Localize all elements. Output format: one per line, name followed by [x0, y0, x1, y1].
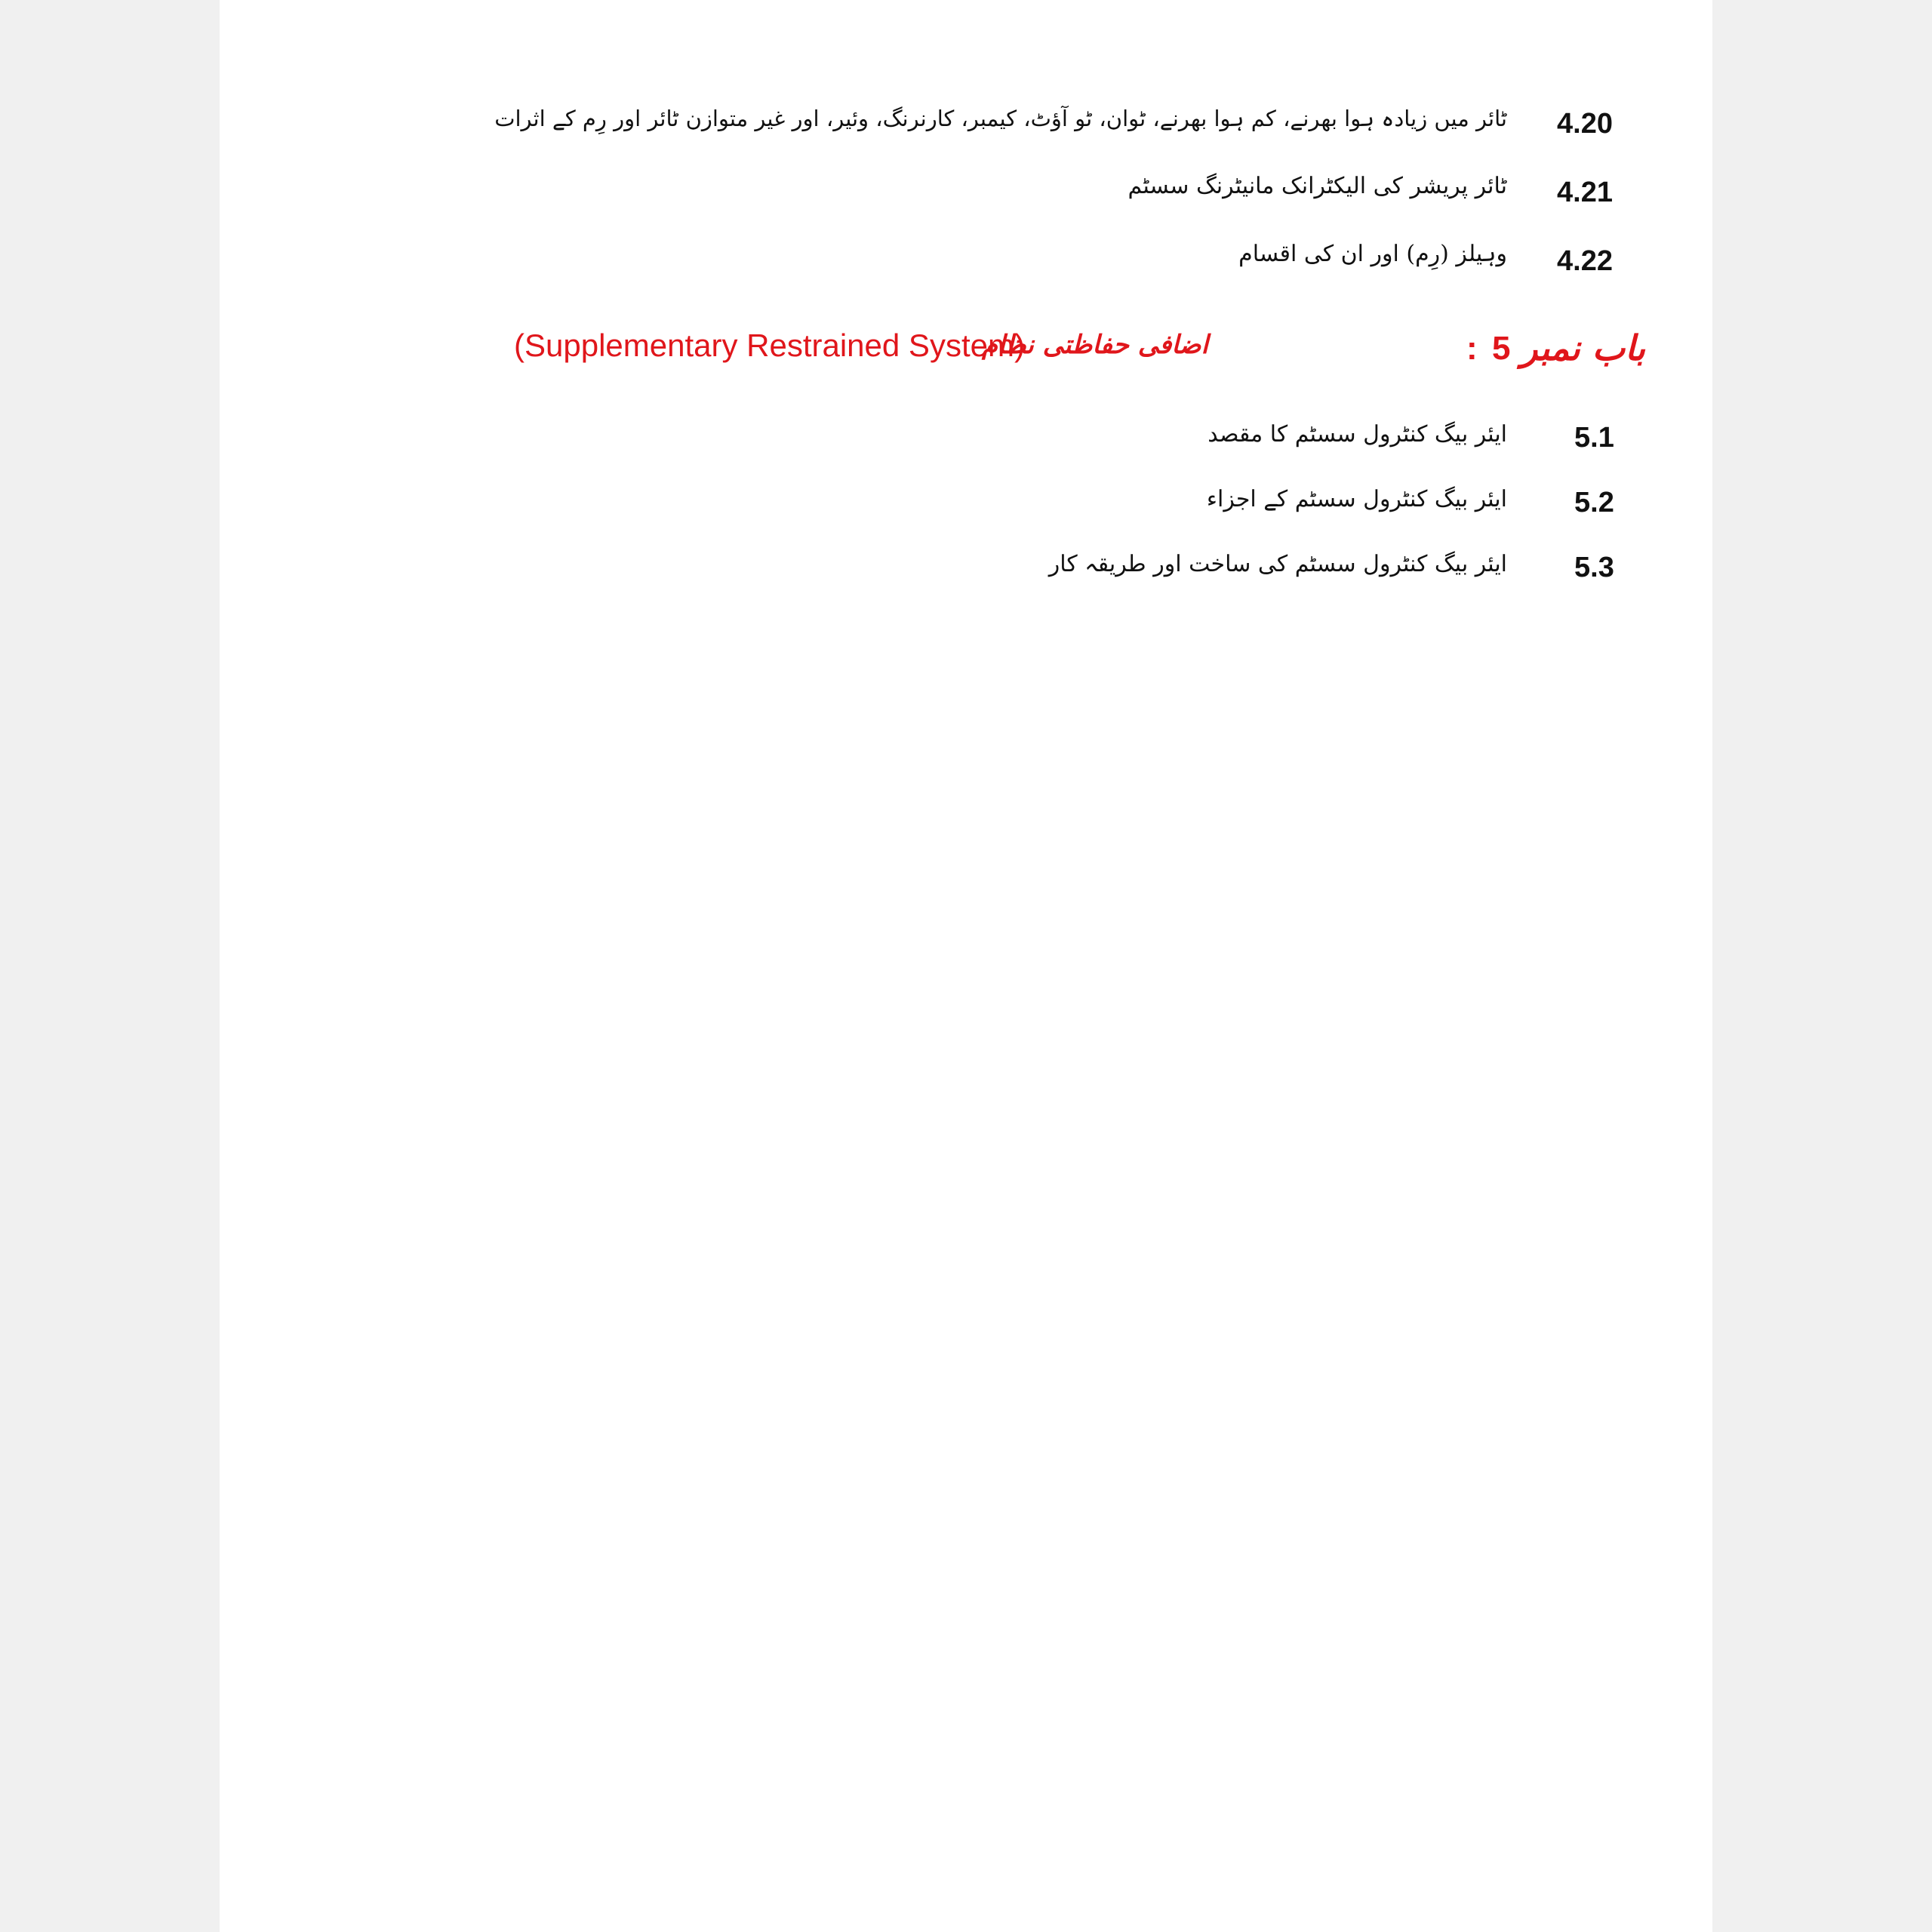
toc-item-number: 4.21: [1557, 177, 1613, 208]
toc-item-text: ایئر بیگ کنٹرول سسٹم کے اجزاء: [1206, 486, 1507, 512]
toc-item-number: 5.3: [1574, 552, 1614, 583]
toc-item-number: 5.2: [1574, 487, 1614, 518]
toc-item-number: 4.20: [1557, 108, 1613, 140]
toc-item-text: ایئر بیگ کنٹرول سسٹم کا مقصد: [1208, 421, 1507, 448]
document-page: [220, 0, 1712, 1932]
chapter-label: باب نمبر: [1521, 328, 1645, 368]
toc-item-text: ٹائر میں زیادہ ہوا بھرنے، کم ہوا بھرنے، ٹوان، ٹو آؤٹ، کیمبر، کارنرنگ، وئیر، اور غیر متوازن ٹائر اور رِم کے اثرات: [494, 106, 1507, 131]
toc-item-text: ایئر بیگ کنٹرول سسٹم کی ساخت اور طریقہ کار: [1048, 551, 1507, 577]
chapter-number: 5: [1492, 330, 1511, 367]
toc-item-text: ٹائر پریشر کی الیکٹرانک مانیٹرنگ سسٹم: [1128, 173, 1507, 199]
toc-item-number: 5.1: [1574, 422, 1614, 454]
chapter-title-urdu: اضافی حفاظتی نظام: [982, 330, 1208, 360]
chapter-colon: :: [1466, 330, 1478, 367]
toc-item-number: 4.22: [1557, 245, 1613, 277]
chapter-title-english: (Supplementary Restrained System): [514, 328, 1025, 363]
toc-item-text: وہیلز (رِم) اور ان کی اقسام: [1238, 241, 1507, 267]
